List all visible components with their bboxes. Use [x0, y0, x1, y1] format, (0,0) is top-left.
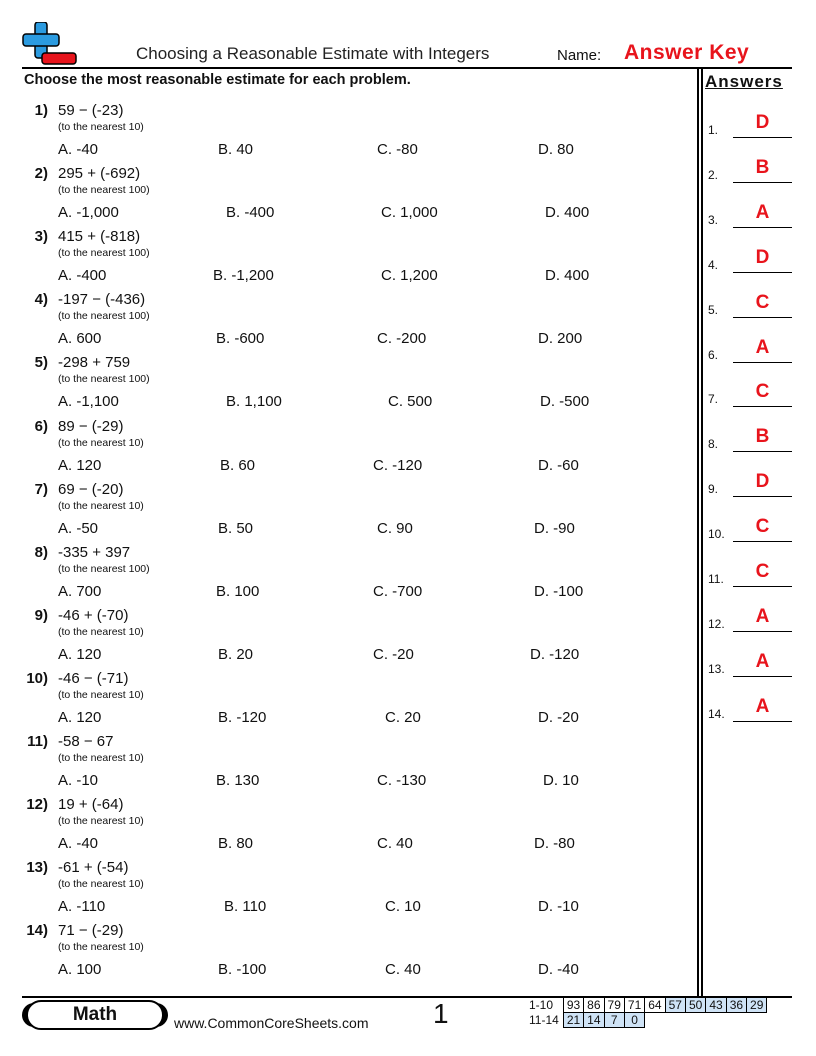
answer-choice: A. -10 — [58, 772, 99, 789]
answer-choice: A. 120 — [58, 645, 102, 663]
answer-letter: D — [755, 471, 770, 493]
rounding-hint: (to the nearest 100) — [58, 562, 150, 575]
problem-number: 10) — [26, 669, 48, 687]
problem-number: 4) — [34, 291, 48, 309]
answer-choice: C. -20 — [373, 645, 414, 663]
answer-choice: B. 80 — [218, 835, 254, 853]
answer-choice: A. -40 — [58, 141, 99, 158]
answer-choice: A. 600 — [58, 330, 102, 348]
answer-row — [708, 516, 794, 546]
answer-choice: C. 20 — [385, 708, 421, 726]
answer-choice: B. 50 — [218, 519, 254, 537]
answer-choice: D. -40 — [538, 961, 579, 979]
answer-number: 13. — [708, 661, 725, 676]
answer-row — [708, 561, 794, 591]
rounding-hint: (to the nearest 100) — [58, 184, 150, 197]
answer-choice: A. -1,100 — [58, 393, 119, 411]
answer-number: 1. — [708, 123, 719, 137]
answer-column-divider-inner — [701, 69, 703, 997]
answer-letter: A — [755, 201, 770, 223]
instructions: Choose the most reasonable estimate for each problem. — [24, 72, 411, 88]
score-cell: 64 — [645, 998, 665, 1013]
answer-choice: B. 60 — [220, 456, 256, 474]
score-cell: 0 — [624, 1013, 644, 1028]
score-cell: 7 — [604, 1013, 624, 1028]
answer-choice: C. -200 — [377, 330, 427, 348]
page-number: 1 — [433, 998, 449, 1029]
answer-choice: C. -130 — [377, 772, 427, 789]
problem-number: 2) — [34, 165, 48, 183]
rounding-hint: (to the nearest 10) — [58, 752, 144, 764]
answer-blank — [733, 676, 792, 677]
score-cell: 43 — [706, 998, 726, 1013]
answer-row — [708, 337, 794, 367]
problem-expression: 295 + (-692) — [58, 165, 141, 183]
answer-choice: A. -40 — [58, 835, 99, 853]
score-cell: 57 — [665, 998, 685, 1013]
problem-item — [0, 354, 700, 417]
problem-expression: -46 + (-70) — [58, 606, 129, 624]
problem-number: 12) — [26, 796, 48, 814]
answer-blank — [733, 586, 792, 587]
answer-choice: C. -80 — [377, 141, 418, 158]
answer-blank — [733, 406, 792, 407]
problem-number: 8) — [34, 543, 48, 561]
score-cell: 36 — [726, 998, 746, 1013]
answer-number: 3. — [708, 212, 719, 227]
answer-letter: D — [755, 112, 770, 133]
problem-number: 3) — [34, 228, 48, 246]
problem-expression: -46 − (-71) — [58, 669, 129, 687]
problem-number: 9) — [34, 606, 48, 624]
answer-number: 2. — [708, 167, 719, 182]
problem-item — [0, 922, 700, 985]
answer-blank — [733, 631, 792, 632]
answer-letter: A — [755, 336, 770, 358]
rounding-hint: (to the nearest 10) — [58, 815, 144, 828]
problem-item — [0, 291, 700, 354]
answer-row — [708, 471, 794, 501]
answer-number: 11. — [708, 572, 724, 586]
problem-item — [0, 481, 700, 544]
answer-choice: D. 80 — [538, 141, 574, 158]
answer-choice: A. -1,000 — [58, 204, 119, 222]
problem-number: 6) — [34, 417, 48, 435]
answer-letter: D — [755, 246, 770, 268]
answer-blank — [733, 362, 792, 363]
answer-choice: A. 100 — [58, 961, 102, 979]
problem-item — [0, 607, 700, 670]
answer-choice: D. -80 — [534, 835, 575, 853]
answer-choice: B. -600 — [216, 330, 265, 348]
answer-choice: D. 200 — [538, 330, 583, 348]
answer-choice: B. 1,100 — [226, 393, 282, 411]
answer-choice: C. 40 — [385, 961, 421, 979]
answer-letter: A — [755, 695, 770, 717]
answer-row — [708, 426, 794, 456]
answer-choice: C. 40 — [377, 835, 413, 853]
problem-item — [0, 228, 700, 291]
problem-item — [0, 102, 700, 165]
answer-choice: C. 1,000 — [381, 204, 438, 222]
problem-item — [0, 796, 700, 859]
answer-choice: B. -1,200 — [213, 267, 274, 285]
answer-number: 7. — [708, 392, 719, 407]
score-row — [526, 998, 767, 1013]
score-row-label: 11-14 — [529, 1013, 559, 1027]
answer-letter: B — [755, 426, 770, 448]
score-table — [526, 997, 767, 1028]
answer-choice: B. 20 — [218, 645, 254, 663]
answer-choice: B. 130 — [216, 772, 260, 789]
answer-letter: B — [755, 156, 770, 178]
answer-row — [708, 157, 794, 187]
answer-choice: B. -400 — [226, 204, 275, 222]
answer-blank — [733, 496, 792, 497]
answer-choice: A. -400 — [58, 267, 107, 285]
answer-row — [708, 112, 794, 142]
problem-number: 14) — [26, 922, 48, 940]
answer-choice: D. 10 — [543, 772, 579, 789]
answer-number: 5. — [708, 302, 719, 317]
answer-row — [708, 651, 794, 681]
problem-expression: -335 + 397 — [58, 543, 131, 561]
answer-choice: C. 90 — [377, 519, 413, 537]
problem-item — [0, 859, 700, 922]
score-cell: 21 — [563, 1013, 583, 1028]
answer-choice: B. 110 — [224, 898, 267, 916]
score-cell: 71 — [624, 998, 644, 1013]
rounding-hint: (to the nearest 10) — [58, 878, 144, 891]
score-cell: 93 — [563, 998, 583, 1013]
answer-number: 8. — [708, 437, 719, 452]
problem-expression: -58 − 67 — [58, 733, 114, 750]
answer-row — [708, 292, 794, 322]
answer-letter: C — [755, 561, 770, 582]
problem-expression: 19 + (-64) — [58, 796, 124, 814]
score-row — [526, 1013, 767, 1028]
answer-row — [708, 381, 794, 411]
answer-letter: C — [755, 291, 770, 313]
answer-row — [708, 606, 794, 636]
answer-choice: A. -50 — [58, 519, 99, 537]
problem-expression: 69 − (-20) — [58, 480, 124, 498]
header-divider — [22, 67, 792, 69]
worksheet-title: Choosing a Reasonable Estimate with Integers — [136, 44, 490, 63]
answers-heading: Answers — [705, 72, 783, 91]
answer-blank — [733, 137, 792, 138]
answer-choice: A. 120 — [58, 708, 102, 726]
score-cell: 79 — [604, 998, 624, 1013]
rounding-hint: (to the nearest 100) — [58, 310, 150, 323]
answer-choice: A. -110 — [58, 898, 106, 916]
name-value: Answer Key — [624, 41, 750, 64]
answer-letter: A — [755, 650, 770, 672]
answer-blank — [733, 451, 792, 452]
answer-choice: C. 1,200 — [381, 267, 438, 285]
problem-number: 13) — [26, 859, 48, 877]
answer-number: 12. — [708, 616, 725, 631]
problem-number: 11) — [27, 733, 48, 750]
answer-letter: C — [755, 516, 770, 538]
problem-item — [0, 733, 700, 796]
rounding-hint: (to the nearest 10) — [58, 688, 144, 701]
problem-expression: -298 + 759 — [58, 354, 131, 372]
answer-choice: C. 10 — [385, 898, 421, 916]
score-cell: 29 — [747, 998, 767, 1013]
problem-number: 5) — [34, 354, 48, 372]
answer-letter: A — [755, 605, 770, 627]
name-label: Name: — [557, 47, 602, 64]
answer-choice: C. -120 — [373, 456, 423, 474]
answer-number: 9. — [708, 482, 719, 497]
answer-row — [708, 247, 794, 277]
answer-choice: D. -20 — [538, 708, 579, 726]
answer-choice: B. -100 — [218, 961, 267, 979]
problem-expression: 59 − (-23) — [58, 102, 124, 119]
answer-blank — [733, 227, 792, 228]
answer-choice: D. -60 — [538, 456, 579, 474]
score-cell: 86 — [584, 998, 604, 1013]
answer-choice: D. -10 — [538, 898, 579, 916]
score-cell: 14 — [584, 1013, 604, 1028]
rounding-hint: (to the nearest 10) — [58, 941, 144, 954]
answer-number: 14. — [708, 706, 725, 721]
subject-badge: Math — [26, 1000, 164, 1030]
problem-item — [0, 670, 700, 733]
answer-row — [708, 696, 794, 726]
answer-blank — [733, 317, 792, 318]
answer-row — [708, 202, 794, 232]
problem-expression: 415 + (-818) — [58, 228, 141, 246]
rounding-hint: (to the nearest 10) — [58, 625, 144, 638]
score-cell: 50 — [685, 998, 705, 1013]
problem-expression: 71 − (-29) — [58, 922, 124, 940]
answer-choice: D. -500 — [540, 393, 590, 411]
answer-choice: D. -90 — [534, 519, 575, 537]
answer-choice: C. -700 — [373, 582, 423, 600]
answer-choice: C. 500 — [388, 393, 433, 411]
answer-choice: B. -120 — [218, 708, 267, 726]
rounding-hint: (to the nearest 100) — [58, 247, 150, 260]
answer-choice: B. 40 — [218, 141, 254, 158]
answer-choice: B. 100 — [216, 582, 260, 600]
problem-expression: 89 − (-29) — [58, 417, 124, 435]
answer-choice: D. -100 — [534, 582, 584, 600]
score-row-label: 1-10 — [529, 998, 554, 1012]
problem-item — [0, 544, 700, 607]
answer-choice: D. 400 — [545, 267, 590, 285]
rounding-hint: (to the nearest 10) — [58, 121, 144, 133]
answer-choice: D. -120 — [530, 645, 580, 663]
rounding-hint: (to the nearest 10) — [58, 436, 144, 449]
problem-number: 7) — [34, 480, 48, 498]
problem-item — [0, 165, 700, 228]
problem-item — [0, 418, 700, 481]
plus-minus-logo-icon — [22, 22, 78, 66]
answer-letter: C — [755, 381, 770, 403]
answer-choice: A. 120 — [58, 456, 102, 474]
problem-number: 1) — [34, 102, 48, 119]
rounding-hint: (to the nearest 10) — [58, 499, 144, 512]
answer-choice: A. 700 — [58, 582, 102, 600]
answer-choice: D. 400 — [545, 204, 590, 222]
answer-blank — [733, 721, 792, 722]
problem-expression: -61 + (-54) — [58, 859, 129, 877]
answer-number: 6. — [708, 347, 719, 362]
answer-blank — [733, 541, 792, 542]
website-link[interactable]: www.CommonCoreSheets.com — [174, 1015, 369, 1031]
answer-blank — [733, 182, 792, 183]
rounding-hint: (to the nearest 100) — [58, 373, 150, 386]
problem-expression: -197 − (-436) — [58, 291, 146, 309]
answer-blank — [733, 272, 792, 273]
answer-number: 10. — [708, 527, 725, 542]
answer-number: 4. — [708, 257, 719, 272]
